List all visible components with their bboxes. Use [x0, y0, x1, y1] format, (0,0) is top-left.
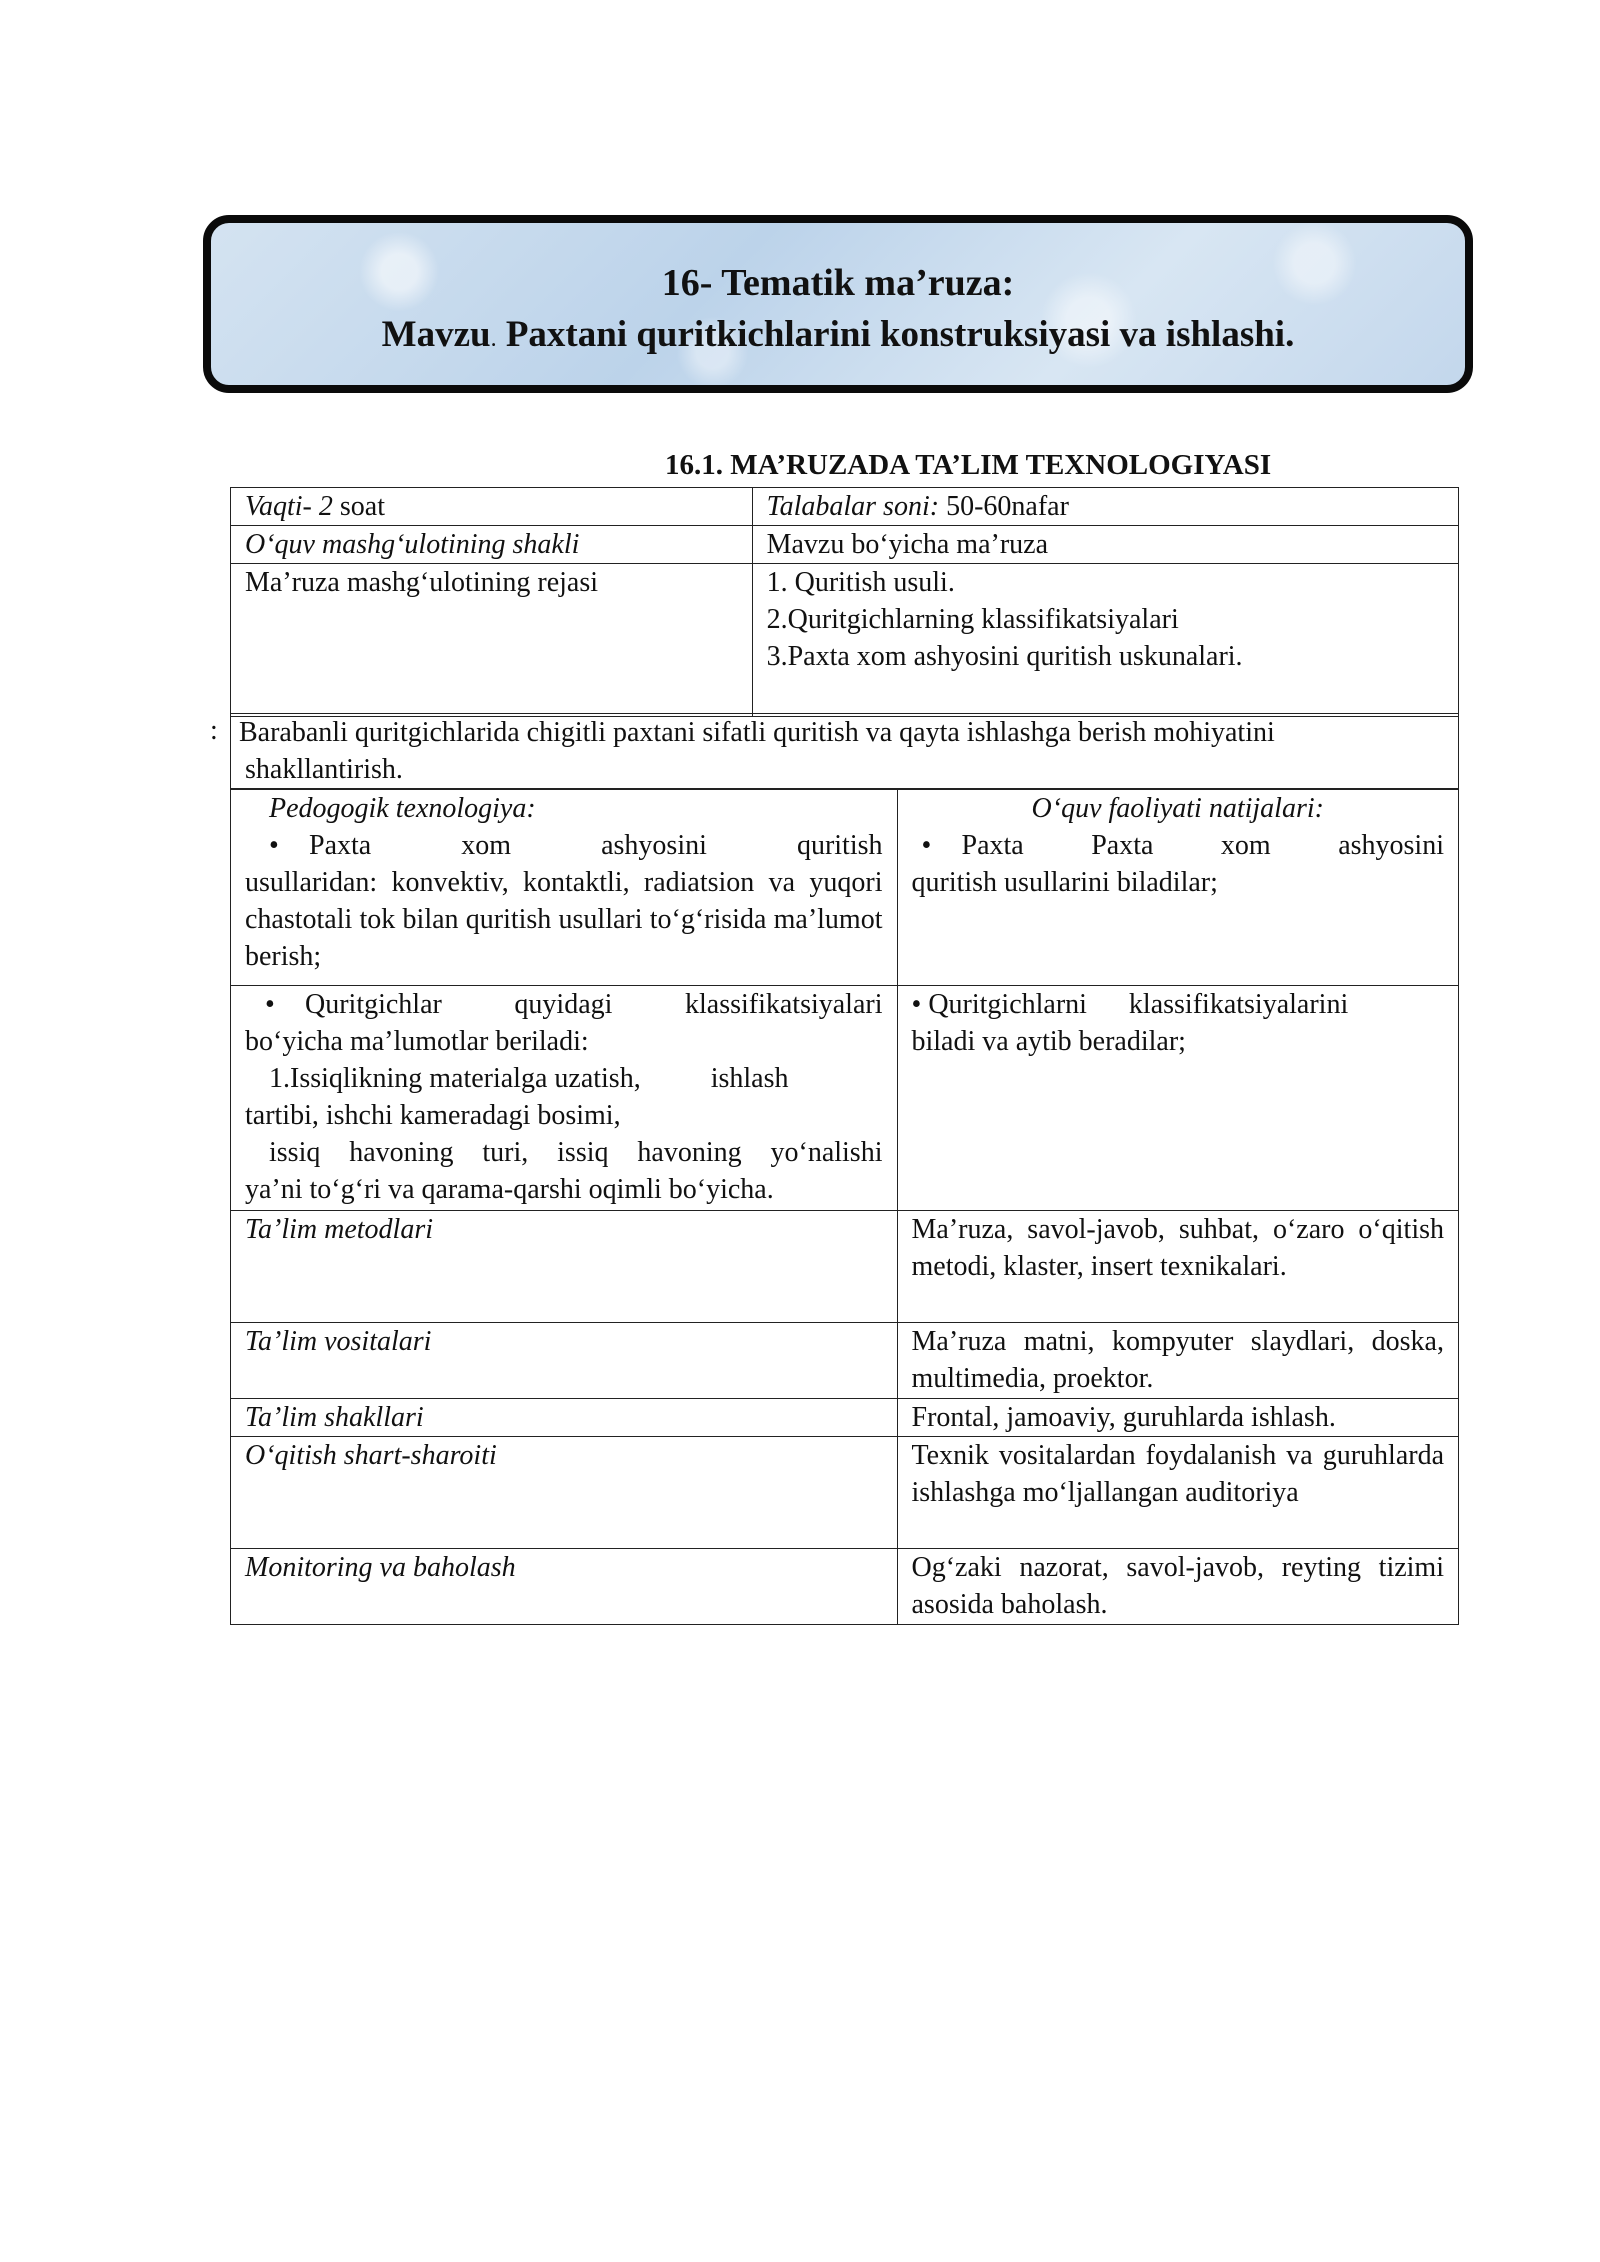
topic-title [211, 313, 1465, 356]
row-value: Ma’ruza, savol-javob, suhbat, o‘zaro o‘qitish metodi, klaster, insert texnikalari. [897, 1211, 1459, 1323]
pedagogical-item-2-first [245, 986, 883, 1023]
results-item-2-first [912, 986, 1445, 1023]
table-cell [231, 488, 753, 526]
bullet-icon: • [269, 830, 279, 861]
row-value: Ma’ruza matni, kompyuter slaydlari, doska, multimedia, proektor. [897, 1323, 1459, 1399]
topic-text: Paxtani quritkichlarini konstruksiyasi va ishlashi. [496, 314, 1295, 355]
results-cell [897, 790, 1459, 986]
bullet-icon: • [265, 989, 275, 1020]
methodology-table [230, 789, 1459, 1625]
plan-item: 3.Paxta xom ashyosini quritish uskunalari. [766, 641, 1243, 672]
row-label: Monitoring va baholash [231, 1549, 898, 1625]
row-label: Ta’lim vositalari [231, 1323, 898, 1399]
title-banner [203, 215, 1473, 393]
row-label: Ta’lim shakllari [231, 1399, 898, 1437]
row-label: O‘qitish shart-sharoiti [231, 1437, 898, 1549]
results-item-1-text: Paxta Paxta xom ashyosini [961, 830, 1444, 861]
table-row [231, 1399, 1459, 1437]
aim-line: shakllantirish. [245, 754, 403, 785]
bullet-icon: • [911, 989, 922, 1020]
lesson-form-value: Mavzu bo‘yicha ma’ruza [752, 526, 1458, 564]
students-label: Talabalar soni: [766, 491, 940, 522]
section-title: 16.1. MA’RUZADA TA’LIM TEXNOLOGIYASI [665, 449, 1272, 481]
pedagogical-item-1-rest: usullaridan: konvektiv, kontaktli, radiatsion va yuqori chastotali tok bilan quritish usullari to‘g‘risida ma’lumot berish; [245, 867, 883, 972]
overview-table [230, 487, 1459, 717]
table-row [231, 986, 1459, 1211]
aim-line: Barabanli quritgichlarida chigitli paxtani sifatli quritish va qayta ishlashga berish mohiyatini [239, 717, 1275, 748]
topic-dot: . [490, 326, 497, 352]
students-value: 50-60nafar [939, 491, 1069, 522]
topic-label: Mavzu [381, 314, 491, 355]
table-row [231, 564, 1459, 717]
results-item-2-text: Quritgichlarni klassifikatsiyalarini [928, 989, 1349, 1020]
pedagogical-cell [231, 790, 898, 986]
table-cell [752, 488, 1458, 526]
aim-colon: : [210, 715, 218, 746]
lecture-plan-label: Ma’ruza mashg‘ulotining rejasi [231, 564, 753, 717]
pedagogical-item-1-first [245, 827, 883, 864]
lecture-plan-value [752, 564, 1458, 717]
duration-value: soat [332, 491, 385, 522]
table-row [231, 1437, 1459, 1549]
plan-item: 1. Quritish usuli. [766, 567, 955, 598]
pedagogical-item-2-line: ya’ni to‘g‘ri va qarama-qarshi oqimli bo‘yicha. [245, 1174, 774, 1205]
table-row [231, 1211, 1459, 1323]
results-item-1-rest: quritish usullarini biladilar; [911, 867, 1218, 898]
table-row [231, 1549, 1459, 1625]
pedagogical-item-2-line: tartibi, ishchi kameradagi bosimi, [245, 1100, 621, 1131]
results-cell [897, 986, 1459, 1211]
pedagogical-item-2-line: issiq havoning turi, issiq havoning yo‘nalishi [269, 1137, 883, 1168]
row-label: Ta’lim metodlari [231, 1211, 898, 1323]
table-row [231, 526, 1459, 564]
row-value: Frontal, jamoaviy, guruhlarda ishlash. [897, 1399, 1459, 1437]
duration-label: Vaqti- 2 [245, 491, 333, 522]
aim-cell [231, 714, 1459, 789]
plan-item: 2.Quritgichlarning klassifikatsiyalari [766, 604, 1179, 635]
table-row [231, 488, 1459, 526]
pedagogical-item-2-text: Quritgichlar quyidagi klassifikatsiyalari [305, 989, 883, 1020]
lecture-number-title: 16- Tematik ma’ruza: [661, 262, 1015, 304]
pedagogical-cell [231, 986, 898, 1211]
pedagogical-item-2-line: bo‘yicha ma’lumotlar beriladi: [245, 1026, 589, 1057]
table-row [231, 1323, 1459, 1399]
pedagogical-item-1-text: Paxta xom ashyosini quritish [309, 830, 883, 861]
bullet-icon: • [921, 830, 932, 861]
results-header: O‘quv faoliyati natijalari: [1031, 793, 1324, 824]
pedagogical-header: Pedogogik texnologiya: [269, 793, 536, 824]
table-row [231, 714, 1459, 789]
aim-table [230, 713, 1459, 789]
lesson-form-label: O‘quv mashg‘ulotining shakli [231, 526, 753, 564]
row-value: Og‘zaki nazorat, savol-javob, reyting tizimi asosida baholash. [897, 1549, 1459, 1625]
results-item-2-rest: biladi va aytib beradilar; [911, 1026, 1186, 1057]
results-item-1-first [912, 827, 1445, 864]
pedagogical-item-2-line: 1.Issiqlikning materialga uzatish, ishlash [269, 1063, 789, 1094]
table-row [231, 790, 1459, 986]
row-value: Texnik vositalardan foydalanish va guruhlarda ishlashga mo‘ljallangan auditoriya [897, 1437, 1459, 1549]
